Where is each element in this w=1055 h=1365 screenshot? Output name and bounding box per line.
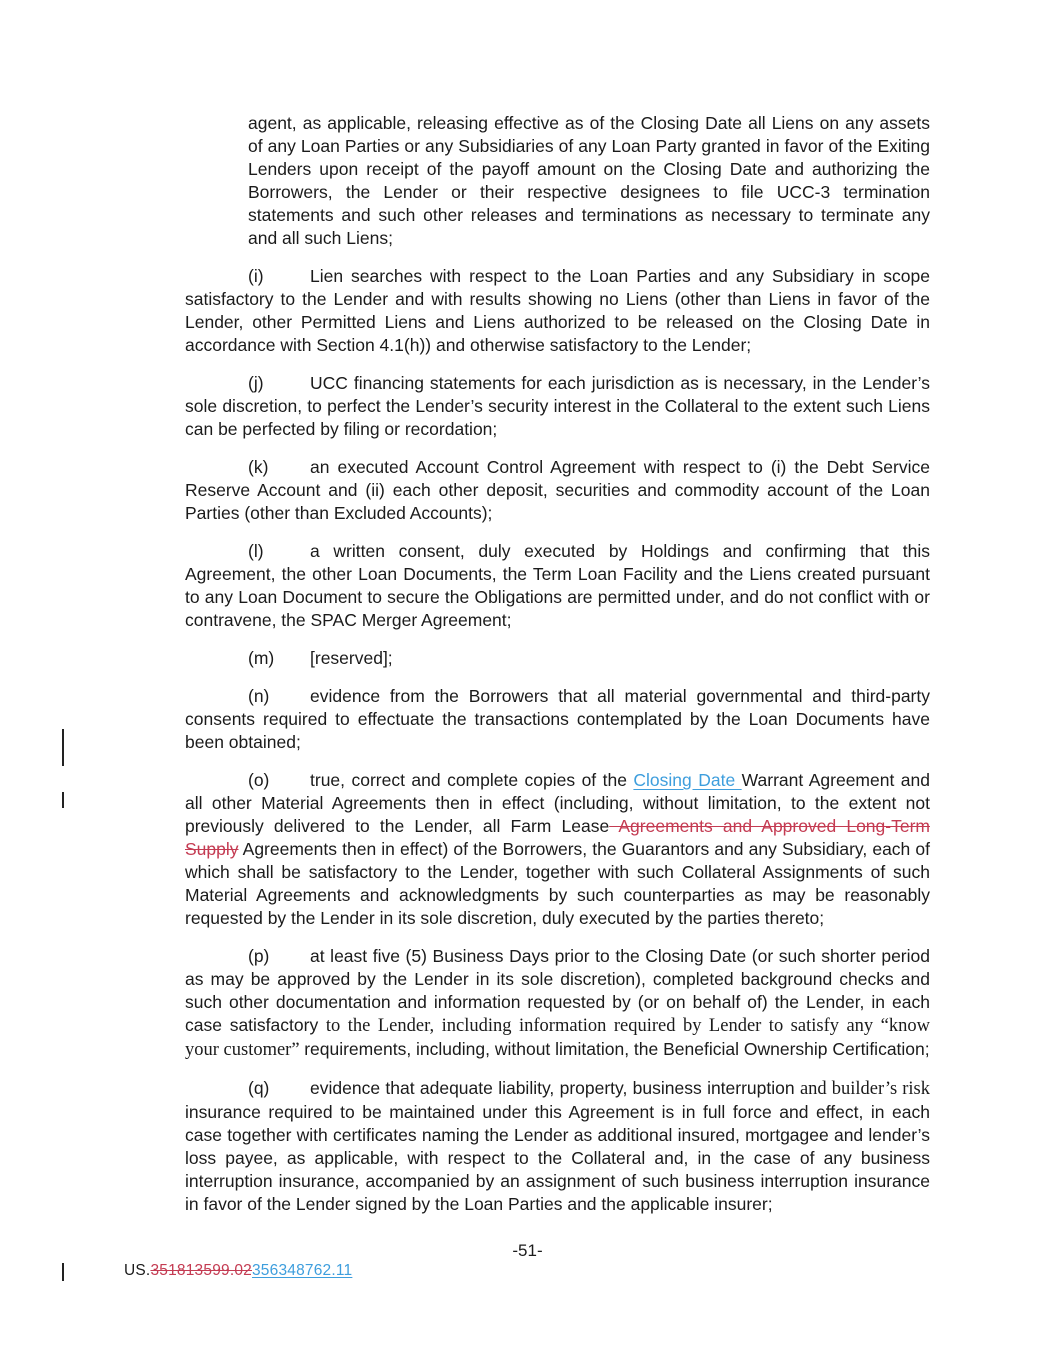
body-text: [reserved]; (310, 648, 393, 668)
body-text: true, correct and complete copies of the (310, 770, 634, 790)
paragraph-o (185, 769, 930, 930)
page-number: -51- (512, 1241, 543, 1260)
paragraph-l (185, 540, 930, 632)
paragraph-p (185, 945, 930, 1062)
serif-inserted-text: and builder’s risk (799, 1079, 930, 1099)
paragraph-i (185, 265, 930, 357)
change-bar (62, 1263, 64, 1281)
paragraph-m (185, 647, 930, 670)
body-text: evidence from the Borrowers that all material governmental and third-party consents required to effectuate the transactions contemplated by the Loan Documents have been obtained; (185, 686, 930, 752)
inserted-text: Closing Date (633, 770, 742, 790)
deleted-text: Agreements and Approved Long-Term Supply (185, 816, 930, 859)
change-bar (62, 729, 64, 766)
paragraph-continuation (185, 112, 930, 250)
paragraph-q (185, 1077, 930, 1216)
body-text: at least five (5) Business Days prior to the Closing Date (or such shorter period as may be approved by the Lender in its sole discretion), completed background checks and such other documentation and information requested by (or on behalf of) the Lender, in each case satisfactory (185, 946, 930, 1035)
paragraph-k (185, 456, 930, 525)
clause-label: (l) (248, 541, 264, 561)
doc-id-prefix: US. (124, 1262, 151, 1279)
body-text: requirements, including, without limitation, the Beneficial Ownership Certification; (304, 1039, 930, 1059)
body-text: Agreements then in effect) of the Borrowers, the Guarantors and any Subsidiary, each of which shall be satisfactory to the Lender, together with such Collateral Assignments of such Material Agreements and acknowledgments by such counterparties as may be reasonably requested by the Lender in its sole discretion, duly executed by the parties thereto; (185, 839, 930, 928)
body-text: a written consent, duly executed by Holdings and confirming that this Agreement, the other Loan Documents, the Term Loan Facility and the Liens created pursuant to any Loan Document to secure the Obligations are permitted under, and do not conflict with or contravene, the SPAC Merger Agreement; (185, 541, 930, 630)
clause-label: (i) (248, 266, 264, 286)
paragraph-n (185, 685, 930, 754)
body-text: agent, as applicable, releasing effective as of the Closing Date all Liens on any assets of any Loan Parties or any Subsidiaries of any Loan Party granted in favor of the Exiting Lenders upon receipt of the payoff amount on the Closing Date and authorizing the Borrowers, the Lender or their respective designees to file UCC-3 termination statements and such other releases and terminations as necessary to terminate any and all such Liens; (248, 113, 930, 248)
body-text: Lien searches with respect to the Loan Parties and any Subsidiary in scope satisfactory to the Lender and with results showing no Liens (other than Liens in favor of the Lender, other Permitted Liens and Liens authorized to be released on the Closing Date in accordance with Section 4.1(h)) and otherwise satisfactory to the Lender; (185, 266, 930, 355)
change-bar (62, 792, 64, 808)
body-text: evidence that adequate liability, property, business interruption (310, 1078, 800, 1098)
paragraph-j (185, 372, 930, 441)
body-text: Warrant Agreement and all other Material Agreements then in effect (including, without limitation, to the extent not previously delivered to the Lender, all Farm Lease (185, 770, 930, 836)
doc-id-deleted-text: 351813599.02 (150, 1262, 252, 1279)
document-body (185, 112, 930, 1231)
clause-label: (n) (248, 686, 270, 706)
clause-label: (q) (248, 1078, 270, 1098)
clause-label: (p) (248, 946, 270, 966)
doc-id-inserted-text: 356348762.11 (251, 1262, 353, 1279)
clause-label: (j) (248, 373, 264, 393)
body-text: an executed Account Control Agreement with respect to (i) the Debt Service Reserve Account and (ii) each other deposit, securities and commodity account of the Loan Parties (other than Excluded Accounts); (185, 457, 930, 523)
document-id-footer (124, 1262, 352, 1280)
clause-label: (m) (248, 648, 275, 668)
body-text: insurance required to be maintained under this Agreement is in full force and effect, in each case together with certificates naming the Lender as additional insured, mortgagee and lender’s loss payee, as applicable, with respect to the Collateral and, in the case of any business interruption insurance, accompanied by an assignment of such business interruption insurance in favor of the Lender signed by the Loan Parties and the applicable insurer; (185, 1102, 930, 1214)
body-text: UCC financing statements for each jurisdiction as is necessary, in the Lender’s sole discretion, to perfect the Lender’s security interest in the Collateral to the extent such Liens can be perfected by filing or recordation; (185, 373, 930, 439)
clause-label: (o) (248, 770, 270, 790)
serif-inserted-text: to the Lender, including information required by Lender to satisfy any “know your customer” (185, 1016, 930, 1060)
clause-label: (k) (248, 457, 269, 477)
